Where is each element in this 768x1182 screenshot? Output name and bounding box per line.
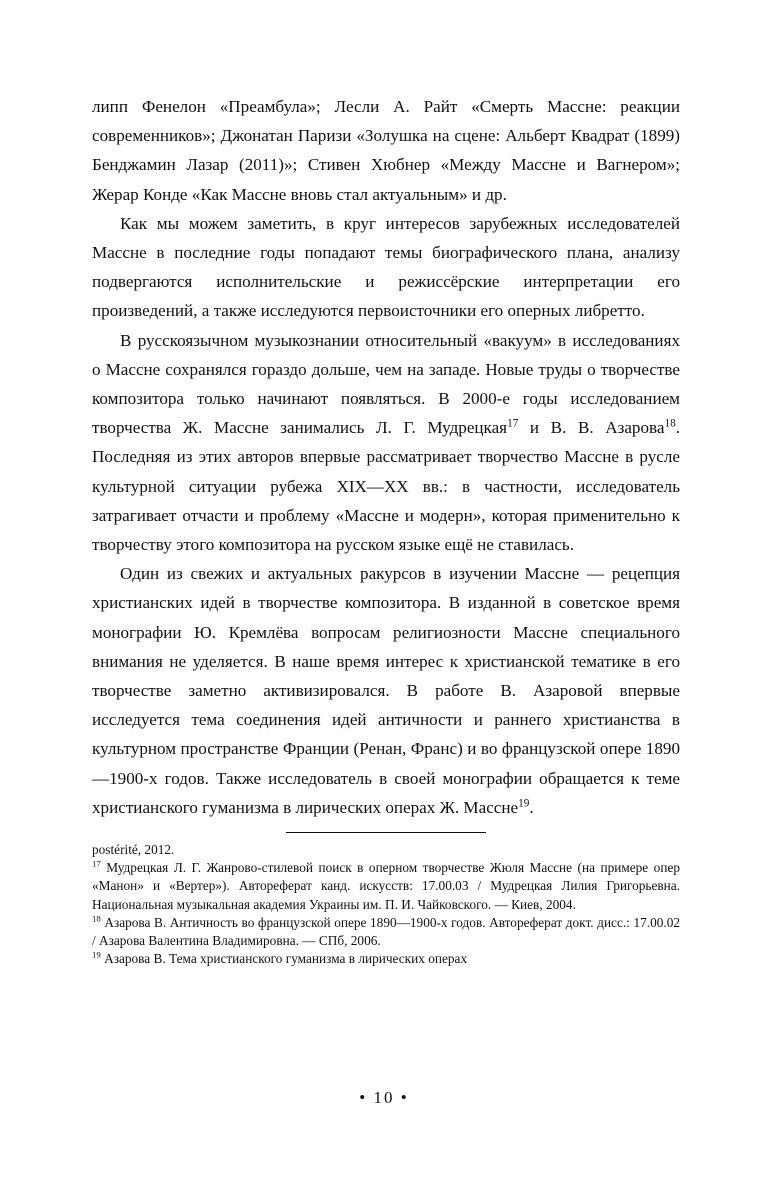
paragraph-names-list: липп Фенелон «Преамбула»; Лесли А. Райт «Смерть Массне: реакции современников»; Джонатан Паризи «Золушка на сцене: Альберт Квадрат (1899) Бенджамин Лазар (2011)»; Стивен Хюбнер «Между Массне и Вагнером»; Жерар Конде «Как Массне вновь стал актуальным» и др. [92,97,680,204]
footnote-17 [92,859,680,914]
footnotes-block [92,841,680,968]
paragraph-christian-reception-part-1: Один из свежих и актуальных ракурсов в изучении Массне — рецепция христианских идей в творчестве композитора. В изданной в советское время монографии Ю. Кремлёва вопросам религиозности Массне специального внимания не уделяется. В наше время интерес к христианской тематике в его творчестве заметно активизировался. В работе В. Азаровой впервые исследуется тема соединения идей античности и раннего христианства в культурном пространстве Франции (Ренан, Франс) и во французской опере 1890—1900-х годов. Также исследователь в своей монографии обращается к теме христианского гуманизма в лирических операх Ж. Массне [92,564,680,817]
paragraph-foreign-research: Как мы можем заметить, в круг интересов зарубежных исследователей Массне в последние годы попадают темы биографического плана, анализу подвергаются исполнительские и режиссёрские интерпретации его произведений, а также исследуются первоисточники его оперных либретто. [92,213,680,321]
footnote-ref-19[interactable]: 19 [518,797,530,810]
footnote-ref-18[interactable]: 18 [664,417,676,430]
paragraph-russian-musicology-part-3: . Последняя из этих авторов впервые рассматривает творчество Массне в русле культурной ситуации рубежа XIX—XX вв.: в частности, исследователь затрагивает отчасти и проблему «Массне и модерн», которая применительно к творчеству этого композитора на русском языке ещё не ставилась. [92,418,681,555]
page-number: • 10 • [359,1088,409,1107]
paragraph-russian-musicology [92,326,680,560]
footnote-17-text: Мудрецкая Л. Г. Жанрово-стилевой поиск в оперном творчестве Жюля Массне (на примере опер «Манон» и «Вертер»). Автореферат канд. искусств: 17.00.03 / Мудрецкая Лилия Григорьевна. Национальная музыкальная академия Украины им. П. И. Чайковского. — Киев, 2004. [92,860,680,912]
footnote-continued: postérité, 2012. [92,842,175,858]
paragraph-christian-reception [92,559,680,822]
paragraph-russian-musicology-part-1: В русскоязычном музыкознании относительный «вакуум» в исследованиях о Массне сохранялся гораздо дольше, чем на западе. Новые труды о творчестве композитора только начинают появляться. В 2000-е годы исследованием творчества Ж. Массне занимались Л. Г. Мудрецкая [92,330,680,438]
paragraph-russian-musicology-part-2: и В. В. Азарова [518,418,665,438]
footnote-separator [286,832,486,833]
footnote-marker-19: 19 [92,949,101,960]
paragraph-christian-reception-part-2: . [529,797,534,817]
footnote-19 [92,950,680,968]
footnote-marker-18: 18 [92,913,101,924]
footnote-18-text: Азарова В. Античность во французской опере 1890—1900-х годов. Автореферат докт. дисс.: 17.00.02 / Азарова Валентина Владимировна. — СПб, 2006. [92,914,680,949]
footnote-18 [92,914,680,950]
footnote-ref-17[interactable]: 17 [507,417,519,430]
footnote-marker-17: 17 [92,858,101,869]
body-text-block [92,92,680,822]
footnote-19-text: Азарова В. Тема христианского гуманизма в лирических операх [100,951,468,967]
